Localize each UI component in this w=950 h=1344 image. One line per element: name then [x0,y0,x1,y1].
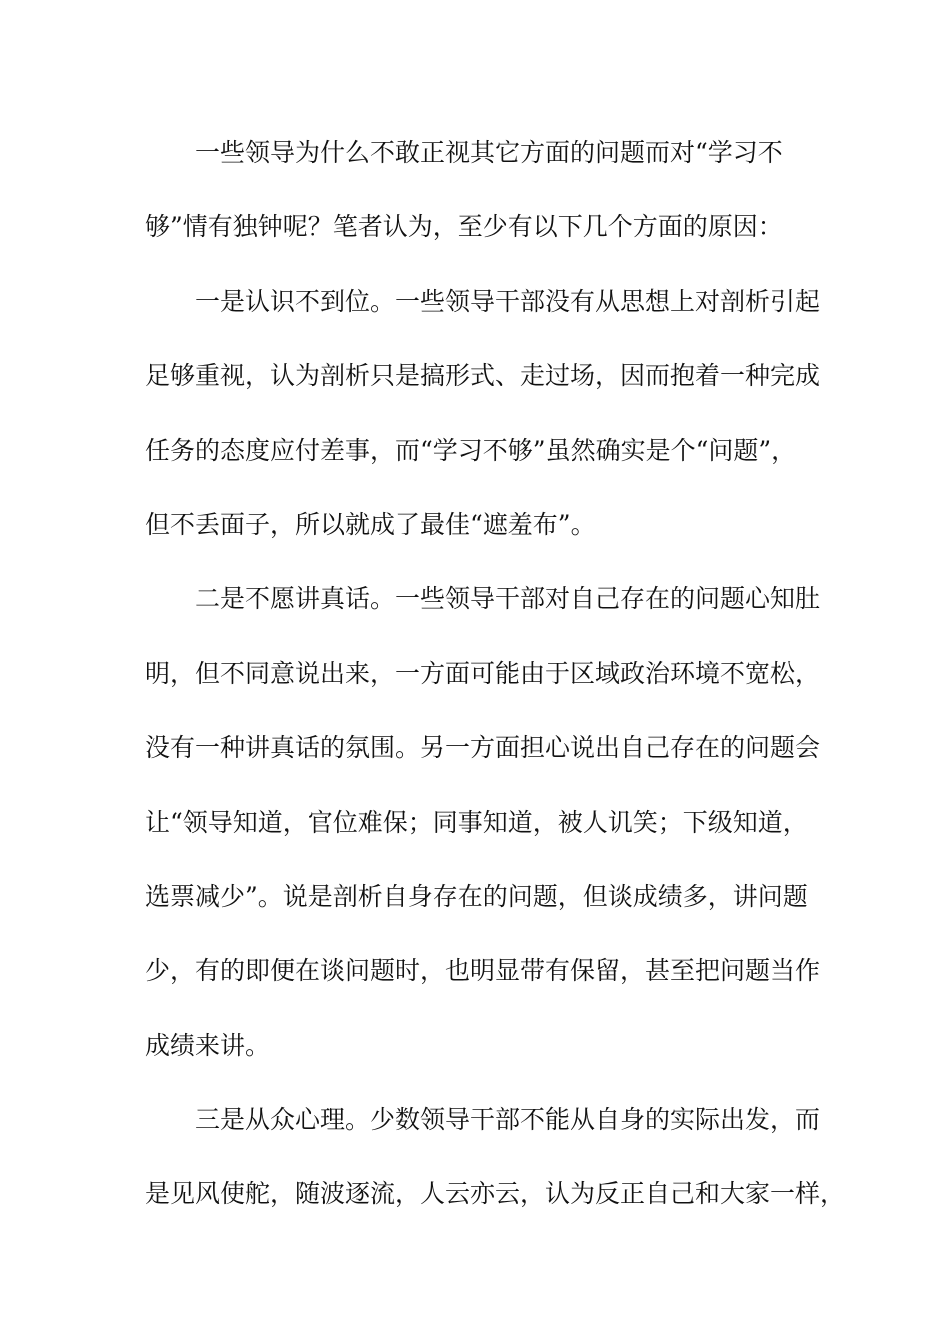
paragraph-2-line-1: 一是认识不到位。一些领导干部没有从思想上对剖析引起 [195,286,821,316]
paragraph-3-line-7: 成绩来讲。 [145,1030,271,1060]
paragraph-2-line-4: 但不丢面子，所以就成了最佳“遮羞布”。 [145,509,596,539]
paragraph-1-line-1: 一些领导为什么不敢正视其它方面的问题而对“学习不 [195,138,783,167]
paragraph-3-line-2: 明，但不同意说出来，一方面可能由于区域政治环境不宽松， [145,658,821,688]
paragraph-4-line-2: 是见风使舵，随波逐流，人云亦云，认为反正自己和大家一样， [145,1179,846,1209]
paragraph-2-line-3: 任务的态度应付差事，而“学习不够”虽然确实是个“问题”， [145,435,797,465]
paragraph-2-line-2: 足够重视，认为剖析只是搞形式、走过场，因而抱着一种完成 [145,361,821,391]
paragraph-1-line-2: 够”情有独钟呢？笔者认为，至少有以下几个方面的原因： [145,212,783,242]
paragraph-3-line-5: 选票减少”。说是剖析自身存在的问题，但谈成绩多，讲问题 [145,881,808,911]
document-body [145,128,846,1244]
paragraph-3-line-1: 二是不愿讲真话。一些领导干部对自己存在的问题心知肚 [195,584,821,614]
paragraph-3-line-6: 少，有的即便在谈问题时，也明显带有保留，甚至把问题当作 [145,956,821,986]
paragraph-4-line-1: 三是从众心理。少数领导干部不能从自身的实际出发，而 [195,1105,821,1135]
paragraph-3-line-4: 让“领导知道，官位难保；同事知道，被人讥笑；下级知道， [145,807,808,837]
paragraph-3-line-3: 没有一种讲真话的氛围。另一方面担心说出自己存在的问题会 [145,733,821,763]
